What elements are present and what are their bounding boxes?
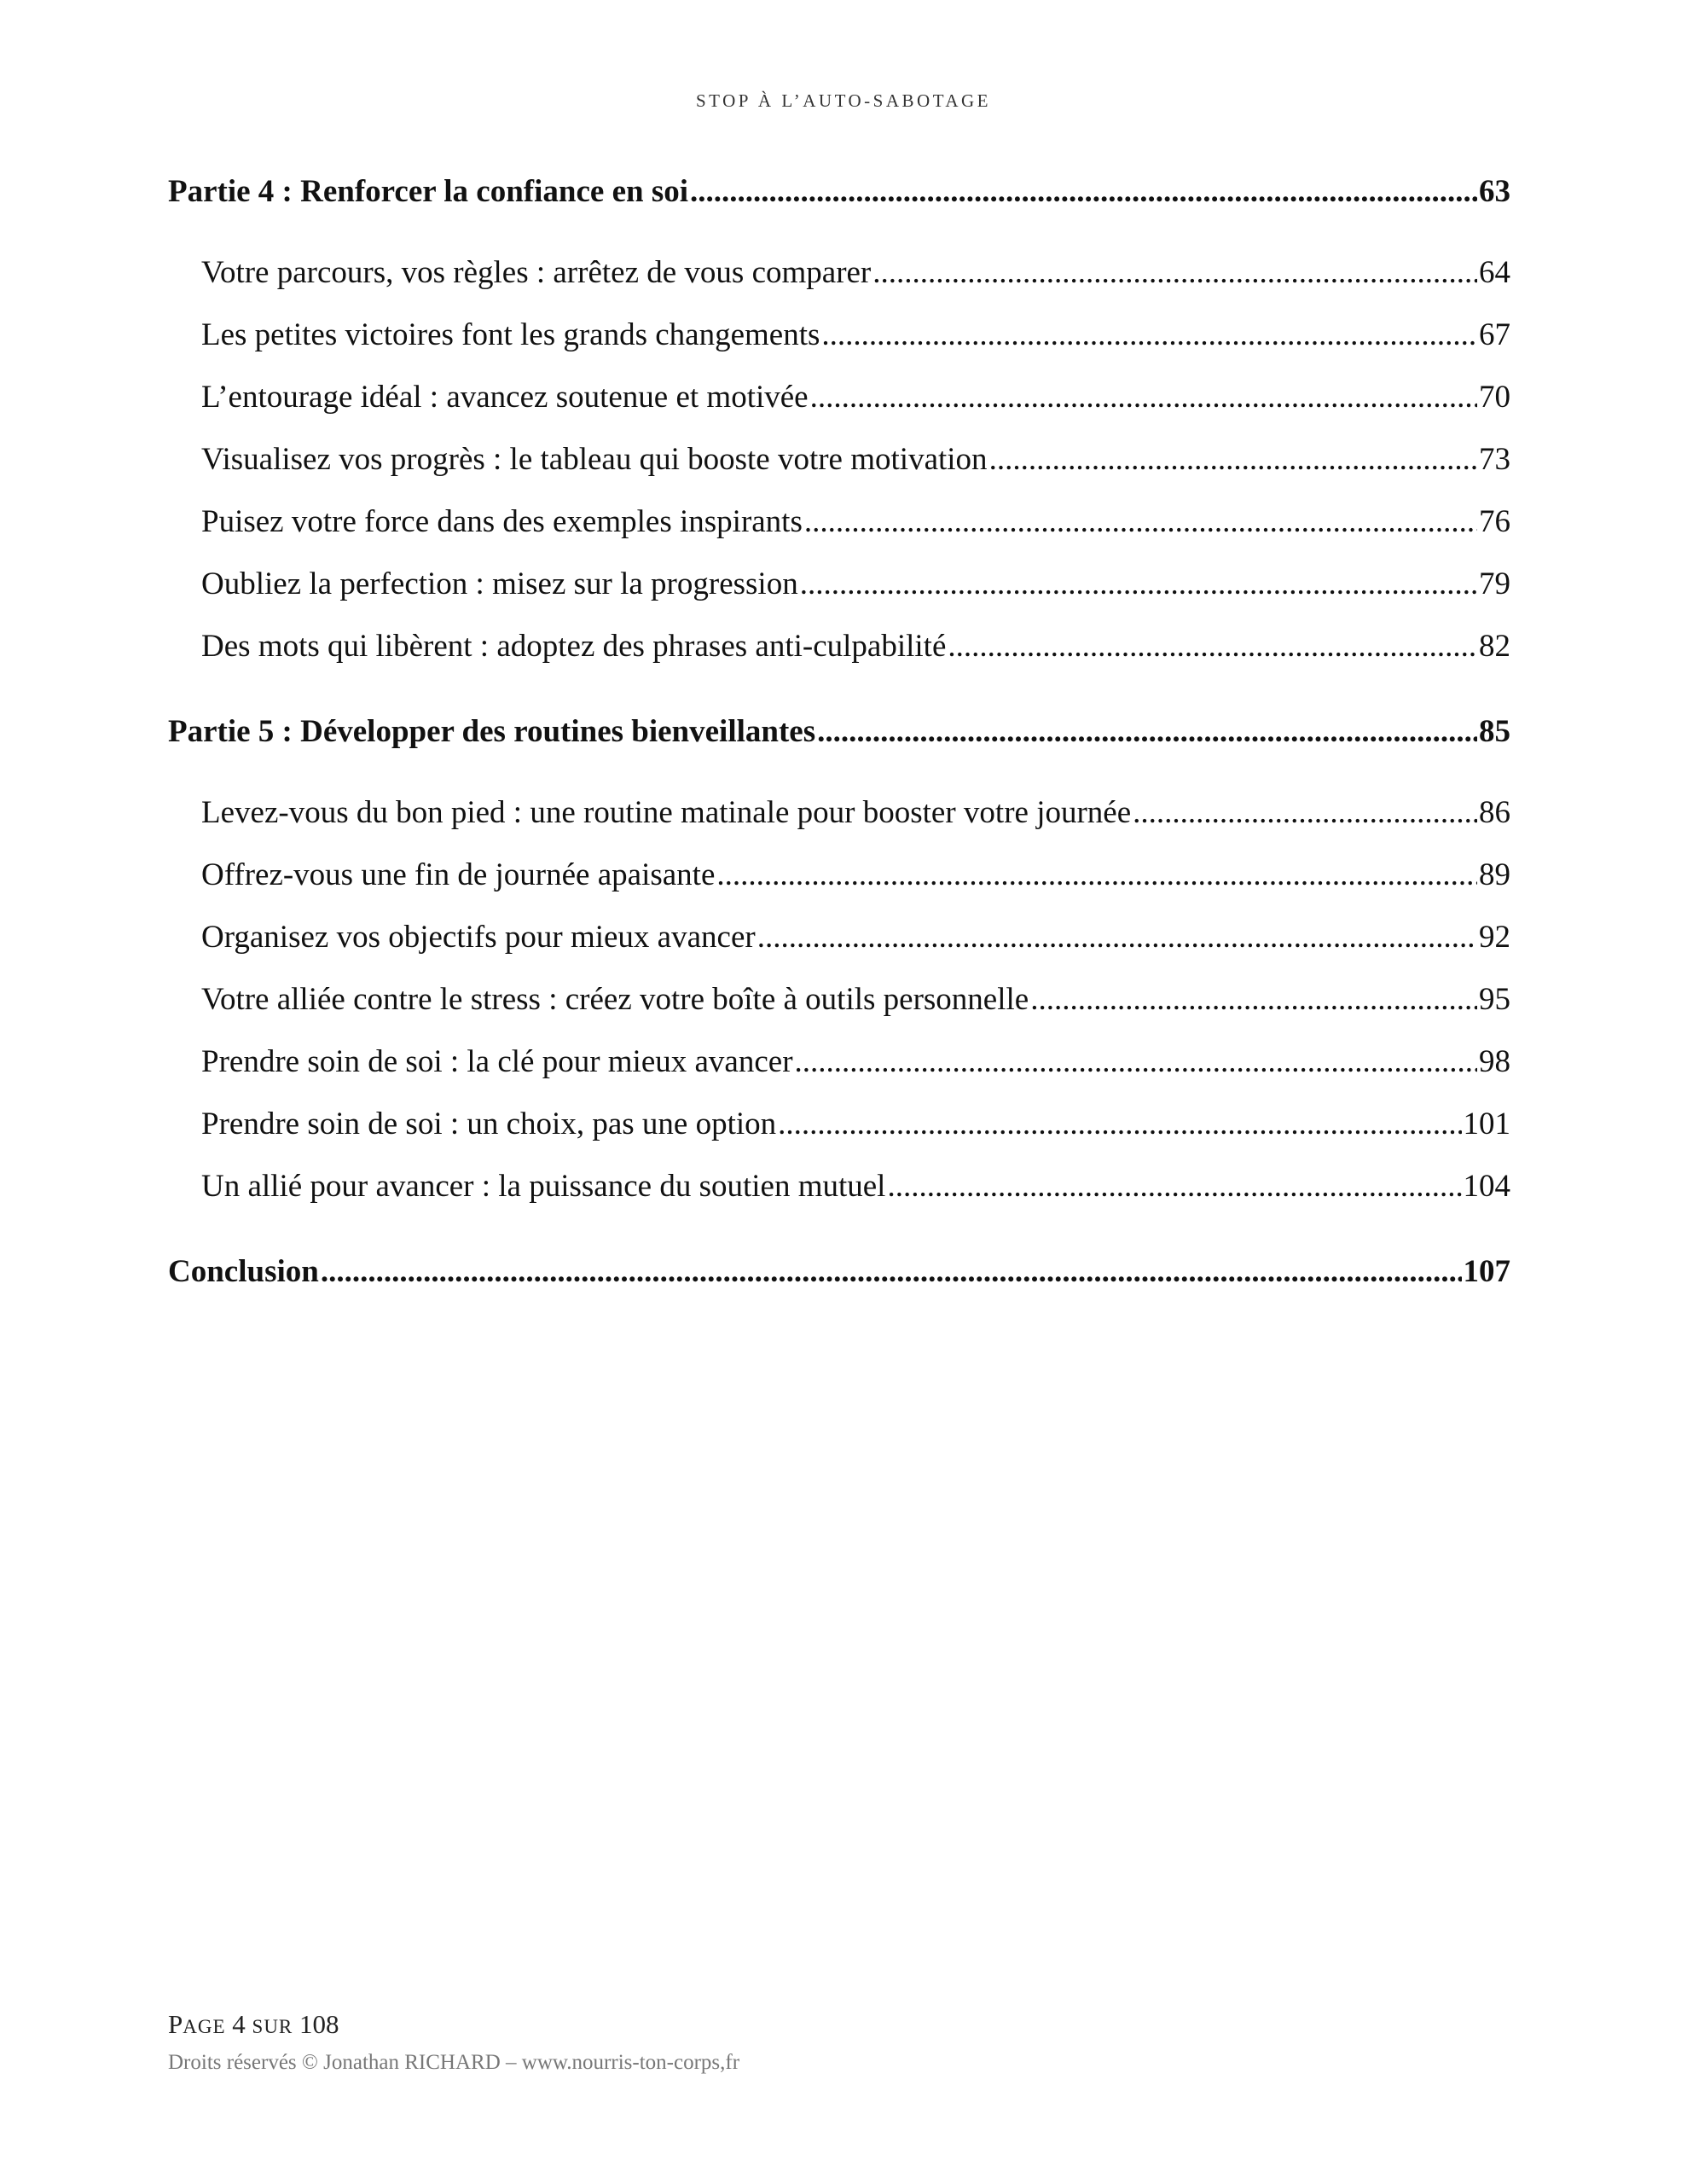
dot-leader xyxy=(1133,781,1477,844)
toc-chapter[interactable] xyxy=(168,1031,1510,1093)
toc-page-number: 95 xyxy=(1479,982,1510,1017)
toc-chapter-title: Votre parcours, vos règles : arrêtez de vous comparer xyxy=(201,255,872,290)
toc-part-title: Partie 5 : Développer des routines bienveillantes xyxy=(168,714,816,749)
toc-chapter-title: Organisez vos objectifs pour mieux avancer xyxy=(201,920,756,955)
toc-chapter[interactable] xyxy=(168,906,1510,968)
dot-leader xyxy=(948,615,1477,677)
toc-part-title: Conclusion xyxy=(168,1254,319,1289)
toc-chapter-title: Votre alliée contre le stress : créez votre boîte à outils personnelle xyxy=(201,982,1029,1017)
toc-chapter-title: Oubliez la perfection : misez sur la progression xyxy=(201,566,798,601)
toc-chapter[interactable] xyxy=(168,968,1510,1031)
dot-leader xyxy=(804,491,1477,553)
toc-chapter[interactable] xyxy=(168,366,1510,428)
toc-part-5[interactable] xyxy=(168,706,1510,758)
dot-leader xyxy=(821,304,1477,366)
dot-leader xyxy=(800,553,1477,615)
toc-conclusion[interactable] xyxy=(168,1246,1510,1298)
dot-leader xyxy=(321,1246,1462,1298)
page-label-rest: AGE xyxy=(183,2016,226,2037)
dot-leader xyxy=(872,241,1477,304)
dot-leader xyxy=(757,906,1477,968)
toc-page-number: 79 xyxy=(1479,566,1510,601)
current-page-number: 4 xyxy=(232,2009,246,2039)
toc-page-number: 67 xyxy=(1479,317,1510,352)
toc-chapter-title: Des mots qui libèrent : adoptez des phrases anti-culpabilité xyxy=(201,629,947,664)
toc-chapter[interactable] xyxy=(168,781,1510,844)
toc-chapter[interactable] xyxy=(168,304,1510,366)
toc-page-number: 64 xyxy=(1479,255,1510,290)
toc-chapter[interactable] xyxy=(168,491,1510,553)
table-of-contents xyxy=(168,166,1510,1298)
dot-leader xyxy=(817,706,1477,758)
running-header: STOP À L’AUTO-SABOTAGE xyxy=(695,90,991,111)
toc-part-title: Partie 4 : Renforcer la confiance en soi xyxy=(168,174,688,209)
toc-chapter[interactable] xyxy=(168,1093,1510,1155)
page-label-initial: P xyxy=(168,2009,183,2039)
toc-page-number: 107 xyxy=(1463,1254,1510,1289)
toc-chapter-title: Levez-vous du bon pied : une routine matinale pour booster votre journée xyxy=(201,795,1132,830)
dot-leader xyxy=(989,428,1477,491)
toc-chapter[interactable] xyxy=(168,844,1510,906)
toc-page-number: 86 xyxy=(1479,795,1510,830)
toc-chapter-title: Puisez votre force dans des exemples inspirants xyxy=(201,504,803,539)
toc-page-number: 73 xyxy=(1479,442,1510,477)
toc-chapter-title: Offrez-vous une fin de journée apaisante xyxy=(201,857,716,892)
toc-page-number: 92 xyxy=(1479,920,1510,955)
toc-page-number: 63 xyxy=(1479,174,1510,209)
dot-leader xyxy=(690,166,1477,218)
page-of-label: SUR xyxy=(252,2016,293,2037)
toc-page-number: 85 xyxy=(1479,714,1510,749)
page-number-footer xyxy=(168,2009,339,2040)
dot-leader xyxy=(778,1093,1461,1155)
dot-leader xyxy=(887,1155,1461,1217)
copyright-notice: Droits réservés © Jonathan RICHARD – www.nourris-ton-corps,fr xyxy=(168,2051,740,2074)
toc-chapter-title: Visualisez vos progrès : le tableau qui booste votre motivation xyxy=(201,442,988,477)
toc-chapter-title: L’entourage idéal : avancez soutenue et motivée xyxy=(201,380,809,415)
toc-page-number: 98 xyxy=(1479,1044,1510,1079)
toc-page-number: 82 xyxy=(1479,629,1510,664)
dot-leader xyxy=(716,844,1477,906)
toc-chapter[interactable] xyxy=(168,1155,1510,1217)
toc-page-number: 76 xyxy=(1479,504,1510,539)
toc-page-number: 89 xyxy=(1479,857,1510,892)
toc-chapter[interactable] xyxy=(168,615,1510,677)
dot-leader xyxy=(795,1031,1477,1093)
toc-part-4[interactable] xyxy=(168,166,1510,218)
toc-chapter[interactable] xyxy=(168,241,1510,304)
toc-page-number: 101 xyxy=(1463,1107,1510,1141)
toc-chapter-title: Prendre soin de soi : un choix, pas une option xyxy=(201,1107,777,1141)
toc-page-number: 70 xyxy=(1479,380,1510,415)
dot-leader xyxy=(810,366,1477,428)
toc-page-number: 104 xyxy=(1463,1169,1510,1204)
toc-chapter-title: Prendre soin de soi : la clé pour mieux avancer xyxy=(201,1044,793,1079)
toc-chapter[interactable] xyxy=(168,428,1510,491)
dot-leader xyxy=(1030,968,1477,1031)
total-pages: 108 xyxy=(299,2009,339,2039)
toc-chapter-title: Les petites victoires font les grands changements xyxy=(201,317,820,352)
toc-chapter[interactable] xyxy=(168,553,1510,615)
toc-chapter-title: Un allié pour avancer : la puissance du soutien mutuel xyxy=(201,1169,886,1204)
